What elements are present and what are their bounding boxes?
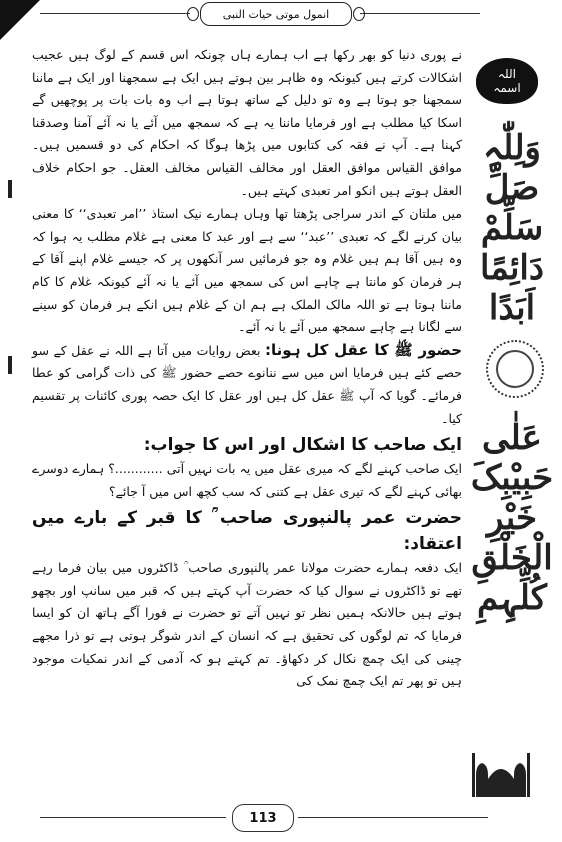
side-calligraphy-top: وَلِلّٰہِ صَلِّ سَلِّمْ دَائِمًا اَبَدًا bbox=[479, 128, 545, 328]
badge-line-2: اسمہ bbox=[493, 81, 521, 95]
badge-line-1: اللہ bbox=[498, 67, 516, 81]
allah-badge bbox=[476, 58, 538, 104]
mosque-icon bbox=[470, 745, 532, 797]
paragraph-3 bbox=[32, 339, 462, 430]
heading-ishkal: ایک صاحب کا اشکال اور اس کا جواب: bbox=[143, 435, 462, 456]
paragraph-5: ایک دفعہ ہمارے حضرت مولانا عمر پالنپوری صاحب ؒ ڈاکٹروں میں بیان فرما رہے تھے تو ڈاکٹروں نے سوال کیا کہ حضرت آپ کہتے ہیں کہ قبر میں سانپ اور بچھو ہوتے ہیں حالانکہ ہمیں نظر تو نہیں آتے تو حضرت نے فورا آگے ہاتھ ان کو ایسا فرمایا کہ تم لوگوں کی تحقیق ہے کہ انسان کے اندر شوگر ہوتی ہے تو ذرا مجھے چینی کی ایک چمچ نکال کر دکھاؤ۔ تم کہتے ہو کہ آدمی کے اندر نمکیات موجود ہیں تو پھر تم ایک چمچ نمک کی bbox=[32, 560, 462, 689]
corner-ornament bbox=[0, 0, 40, 40]
footer-rule-left bbox=[40, 817, 226, 818]
rosette-icon bbox=[486, 340, 544, 398]
header-rule-right bbox=[360, 13, 480, 14]
footer-rule-right bbox=[298, 817, 488, 818]
main-text bbox=[32, 44, 462, 693]
header-rule-left bbox=[40, 13, 190, 14]
heading-qabr: حضرت عمر پالنپوری صاحب ؒ کا قبر کے بارے میں اعتقاد: bbox=[32, 508, 462, 555]
running-header bbox=[200, 2, 352, 26]
margin-mark bbox=[8, 356, 12, 374]
paragraph-4: ایک صاحب کہنے لگے کہ میری عقل میں یہ بات نہیں آتی ............؟ ہمارے دوسرے بھائی کہنے لگے کہ تیری عقل ہے کتنی کہ سب کچھ اس میں آ جائے؟ bbox=[32, 461, 462, 499]
side-calligraphy-bottom: عَلٰی حَبِیْبِکَ خَیْرِ الْخَلْقِ کُلِّہِمِ bbox=[470, 418, 554, 618]
heading-aql-kul: حضور ﷺ کا عقل کل ہونا: bbox=[265, 340, 463, 359]
paragraph-1: نے پوری دنیا کو بھر رکھا ہے اب ہمارے ہاں چونکہ اس قسم کے لوگ ہیں عجیب اشکالات کرتے ہیں کیونکہ وہ ظاہر بین ہوتے ہیں ایک ہے سمجھنا اور ایک ہے ماننا سمجھنا جو ہوتا ہے وہ تو دلیل کے ساتھ ہوتا ہے اب وہ بات بات پر پوچھیں گے اسکا کیا مطلب ہے اور فرمایا ماننا یہ ہے کہ سمجھ میں آئے یا نہ آئے آمنا وصدقنا کہنا ہے۔ آپ نے فقہ کی کتابوں میں پڑھا ہوگا کہ احکام کی دو قسمیں ہیں۔ موافق القیاس موافق العقل اور مخالف القیاس مخالف العقل۔ جو احکام خلاف العقل ہوتے ہیں انکو امر تعبدی کہتے ہیں۔ bbox=[32, 47, 462, 198]
side-ornament-column bbox=[468, 48, 562, 648]
margin-mark bbox=[8, 180, 12, 198]
running-header-title: انمول موتی حیات النبی bbox=[222, 7, 330, 21]
page-number-text: 113 bbox=[249, 810, 277, 826]
page-number bbox=[232, 804, 294, 832]
rosette-inner bbox=[496, 350, 534, 388]
paragraph-3-text: بعض روایات میں آتا ہے اللہ نے عقل کے سو حصے کئے ہیں فرمایا اس میں سے ننانوے حصے حضور ﷺ کی ذات گرامی کو عطا فرمائے۔ گویا کہ آپ ﷺ عقل کل ہیں اور عقل کا ایک حصہ پوری کائنات پر تقسیم کیا۔ bbox=[32, 342, 462, 426]
paragraph-2: میں ملتان کے اندر سراجی پڑھتا تھا وہاں ہمارے نیک استاذ ’’امر تعبدی‘‘ کا معنی بیان کرنے لگے کہ تعبدی ’’عبد‘‘ سے ہے اور عبد کا معنی ہے غلام مطلب یہ ہوا کہ وہ ہیں آقا ہم ہیں غلام وہ جو فرمائیں سر آنکھوں پر کہ جیسے غلام اپنے آقا کے ہر فرمان کو مانتا ہے چاہے اس کی سمجھ میں آئے یا نہ آئے کیونکہ غلام کا کام ماننا ہوتا ہے تو اللہ مالک الملک ہے ہم ان کے غلام ہیں انکے ہر فرمان کو سینے سے لگانا ہے چاہے سمجھ میں آئے یا نہ آئے۔ bbox=[32, 206, 462, 335]
